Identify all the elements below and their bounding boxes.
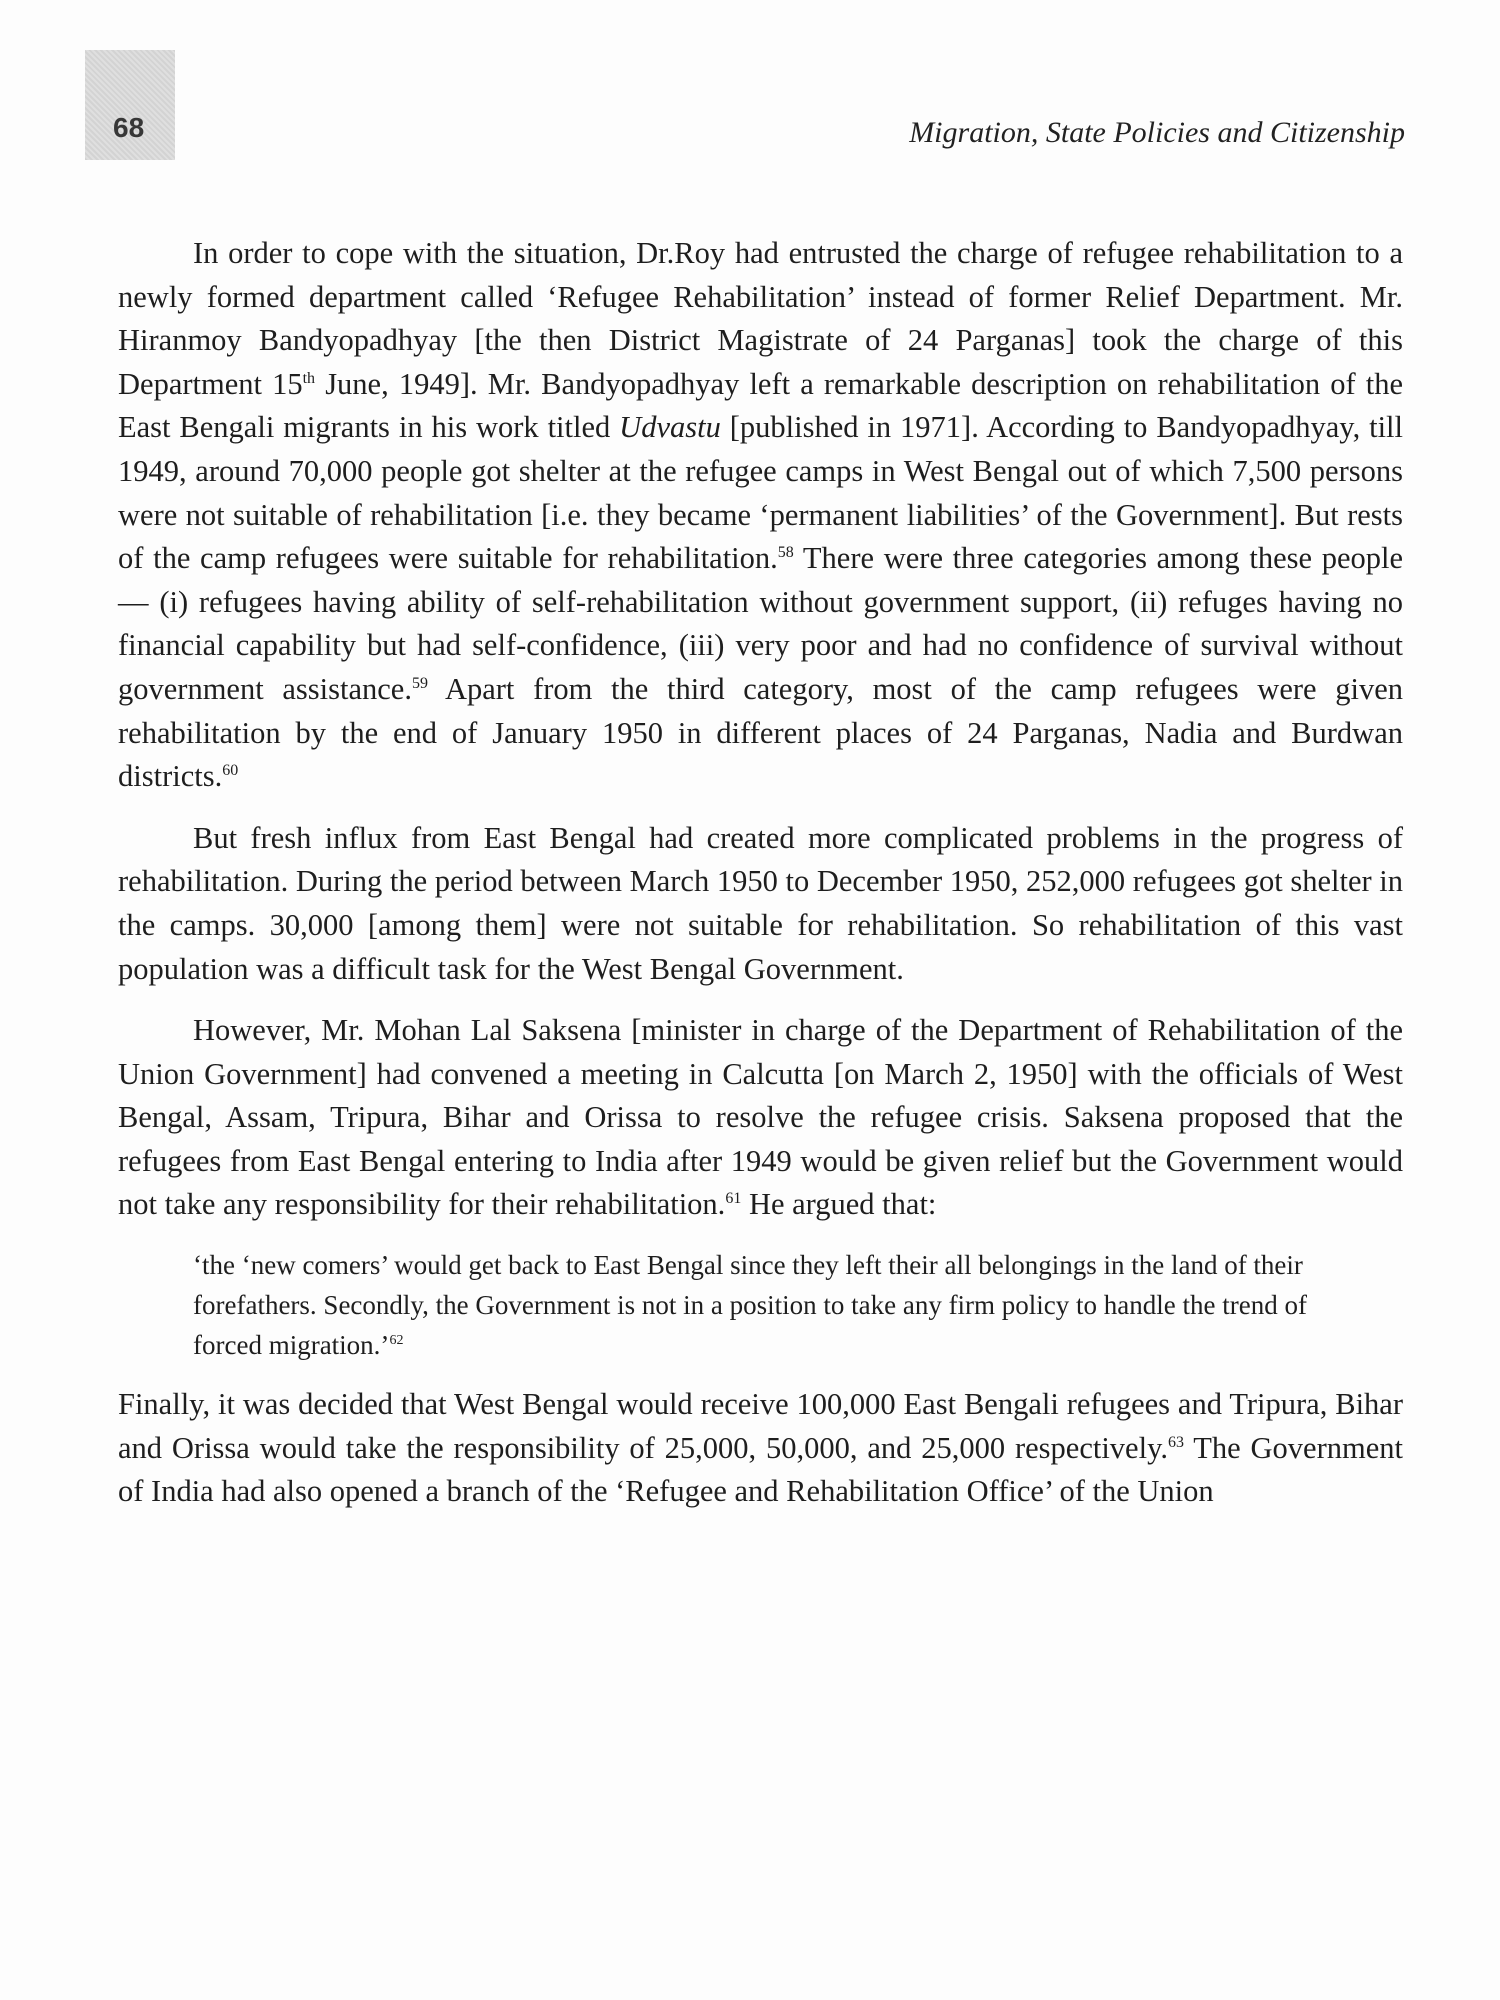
footnote-ref-59: 59 <box>411 674 428 692</box>
paragraph-1-part-3: [published in 1971]. According to Bandyopadhyay, till 1949, around 70,000 people got shelter at the refugee camps in West Bengal out of which 7,500 persons were not suitable of rehabilitation [i.e. they became ‘permanent liabilities’ of the Government]. But rests of the camp refugees were suitable for rehabilitation. <box>118 410 1403 576</box>
paragraph-4-part-1: Finally, it was decided that West Bengal would receive 100,000 East Bengali refugees and Tripura, Bihar and Orissa would take the responsibility of 25,000, 50,000, and 25,000 respectively. <box>118 1387 1403 1465</box>
paragraph-3-part-1: However, Mr. Mohan Lal Saksena [minister in charge of the Department of Rehabilitation of the Union Government] had convened a meeting in Calcutta [on March 2, 1950] with the officials of West Bengal, Assam, Tripura, Bihar and Orissa to resolve the refugee crisis. Saksena proposed that the refugees from East Bengal entering to India after 1949 would be given relief but the Government would not take any responsibility for their rehabilitation. <box>118 1013 1403 1222</box>
paragraph-1-part-1: In order to cope with the situation, Dr.Roy had entrusted the charge of refugee rehabilitation to a newly formed department called ‘Refugee Rehabilitation’ instead of former Relief Department. Mr. Hiranmoy Bandyopadhyay [the then District Magistrate of 24 Parganas] took the charge of this Department 15 <box>118 236 1403 401</box>
page-number-box <box>85 50 175 160</box>
paragraph-4 <box>118 1383 1403 1514</box>
running-head <box>85 50 1405 160</box>
book-title: Migration, State Policies and Citizenship <box>909 116 1405 149</box>
paragraph-1-part-2: June, 1949]. Mr. Bandyopadhyay left a remarkable description on rehabilitation of the East Bengali migrants in his work titled <box>118 366 1403 445</box>
paragraph-3-part-2: He argued that: <box>741 1187 937 1222</box>
paragraph-4-part-2: The Government of India had also opened a branch of the ‘Refugee and Rehabilitation Office’ of the Union <box>118 1430 1403 1509</box>
paragraph-3 <box>118 1009 1403 1227</box>
paragraph-1-part-4: There were three categories among these people— (i) refugees having ability of self-rehabilitation without government support, (ii) refuges having no financial capability but had self-confidence, (iii) very poor and had no confidence of survival without government assistance. <box>118 541 1404 706</box>
footnote-ref-62: 62 <box>389 1333 404 1349</box>
block-quote-text: ‘the ‘new comers’ would get back to East Bengal since they left their all belongings in the land of their forefathers. Secondly, the Government is not in a position to take any firm policy to handle the trend of forced migration.’ <box>193 1250 1307 1361</box>
superscript-th: th <box>302 369 316 387</box>
work-title: Udvastu <box>619 410 721 445</box>
paragraph-1-part-5: Apart from the third category, most of the camp refugees were given rehabilitation by the end of January 1950 in different places of 24 Parganas, Nadia and Burdwan districts. <box>118 671 1404 794</box>
paragraph-2: But fresh influx from East Bengal had created more complicated problems in the progress of rehabilitation. During the period between March 1950 to December 1950, 252,000 refugees got shelter in the camps. 30,000 [among them] were not suitable for rehabilitation. So rehabilitation of this vast population was a difficult task for the West Bengal Government. <box>118 820 1403 986</box>
page-number: 68 <box>113 112 145 143</box>
footnote-ref-60: 60 <box>222 761 239 779</box>
paragraph-1 <box>118 232 1403 799</box>
footnote-ref-58: 58 <box>777 544 794 561</box>
body-text <box>118 232 1403 1514</box>
block-quote <box>193 1245 1328 1365</box>
footnote-ref-61: 61 <box>725 1190 742 1208</box>
footnote-ref-63: 63 <box>1167 1433 1184 1451</box>
